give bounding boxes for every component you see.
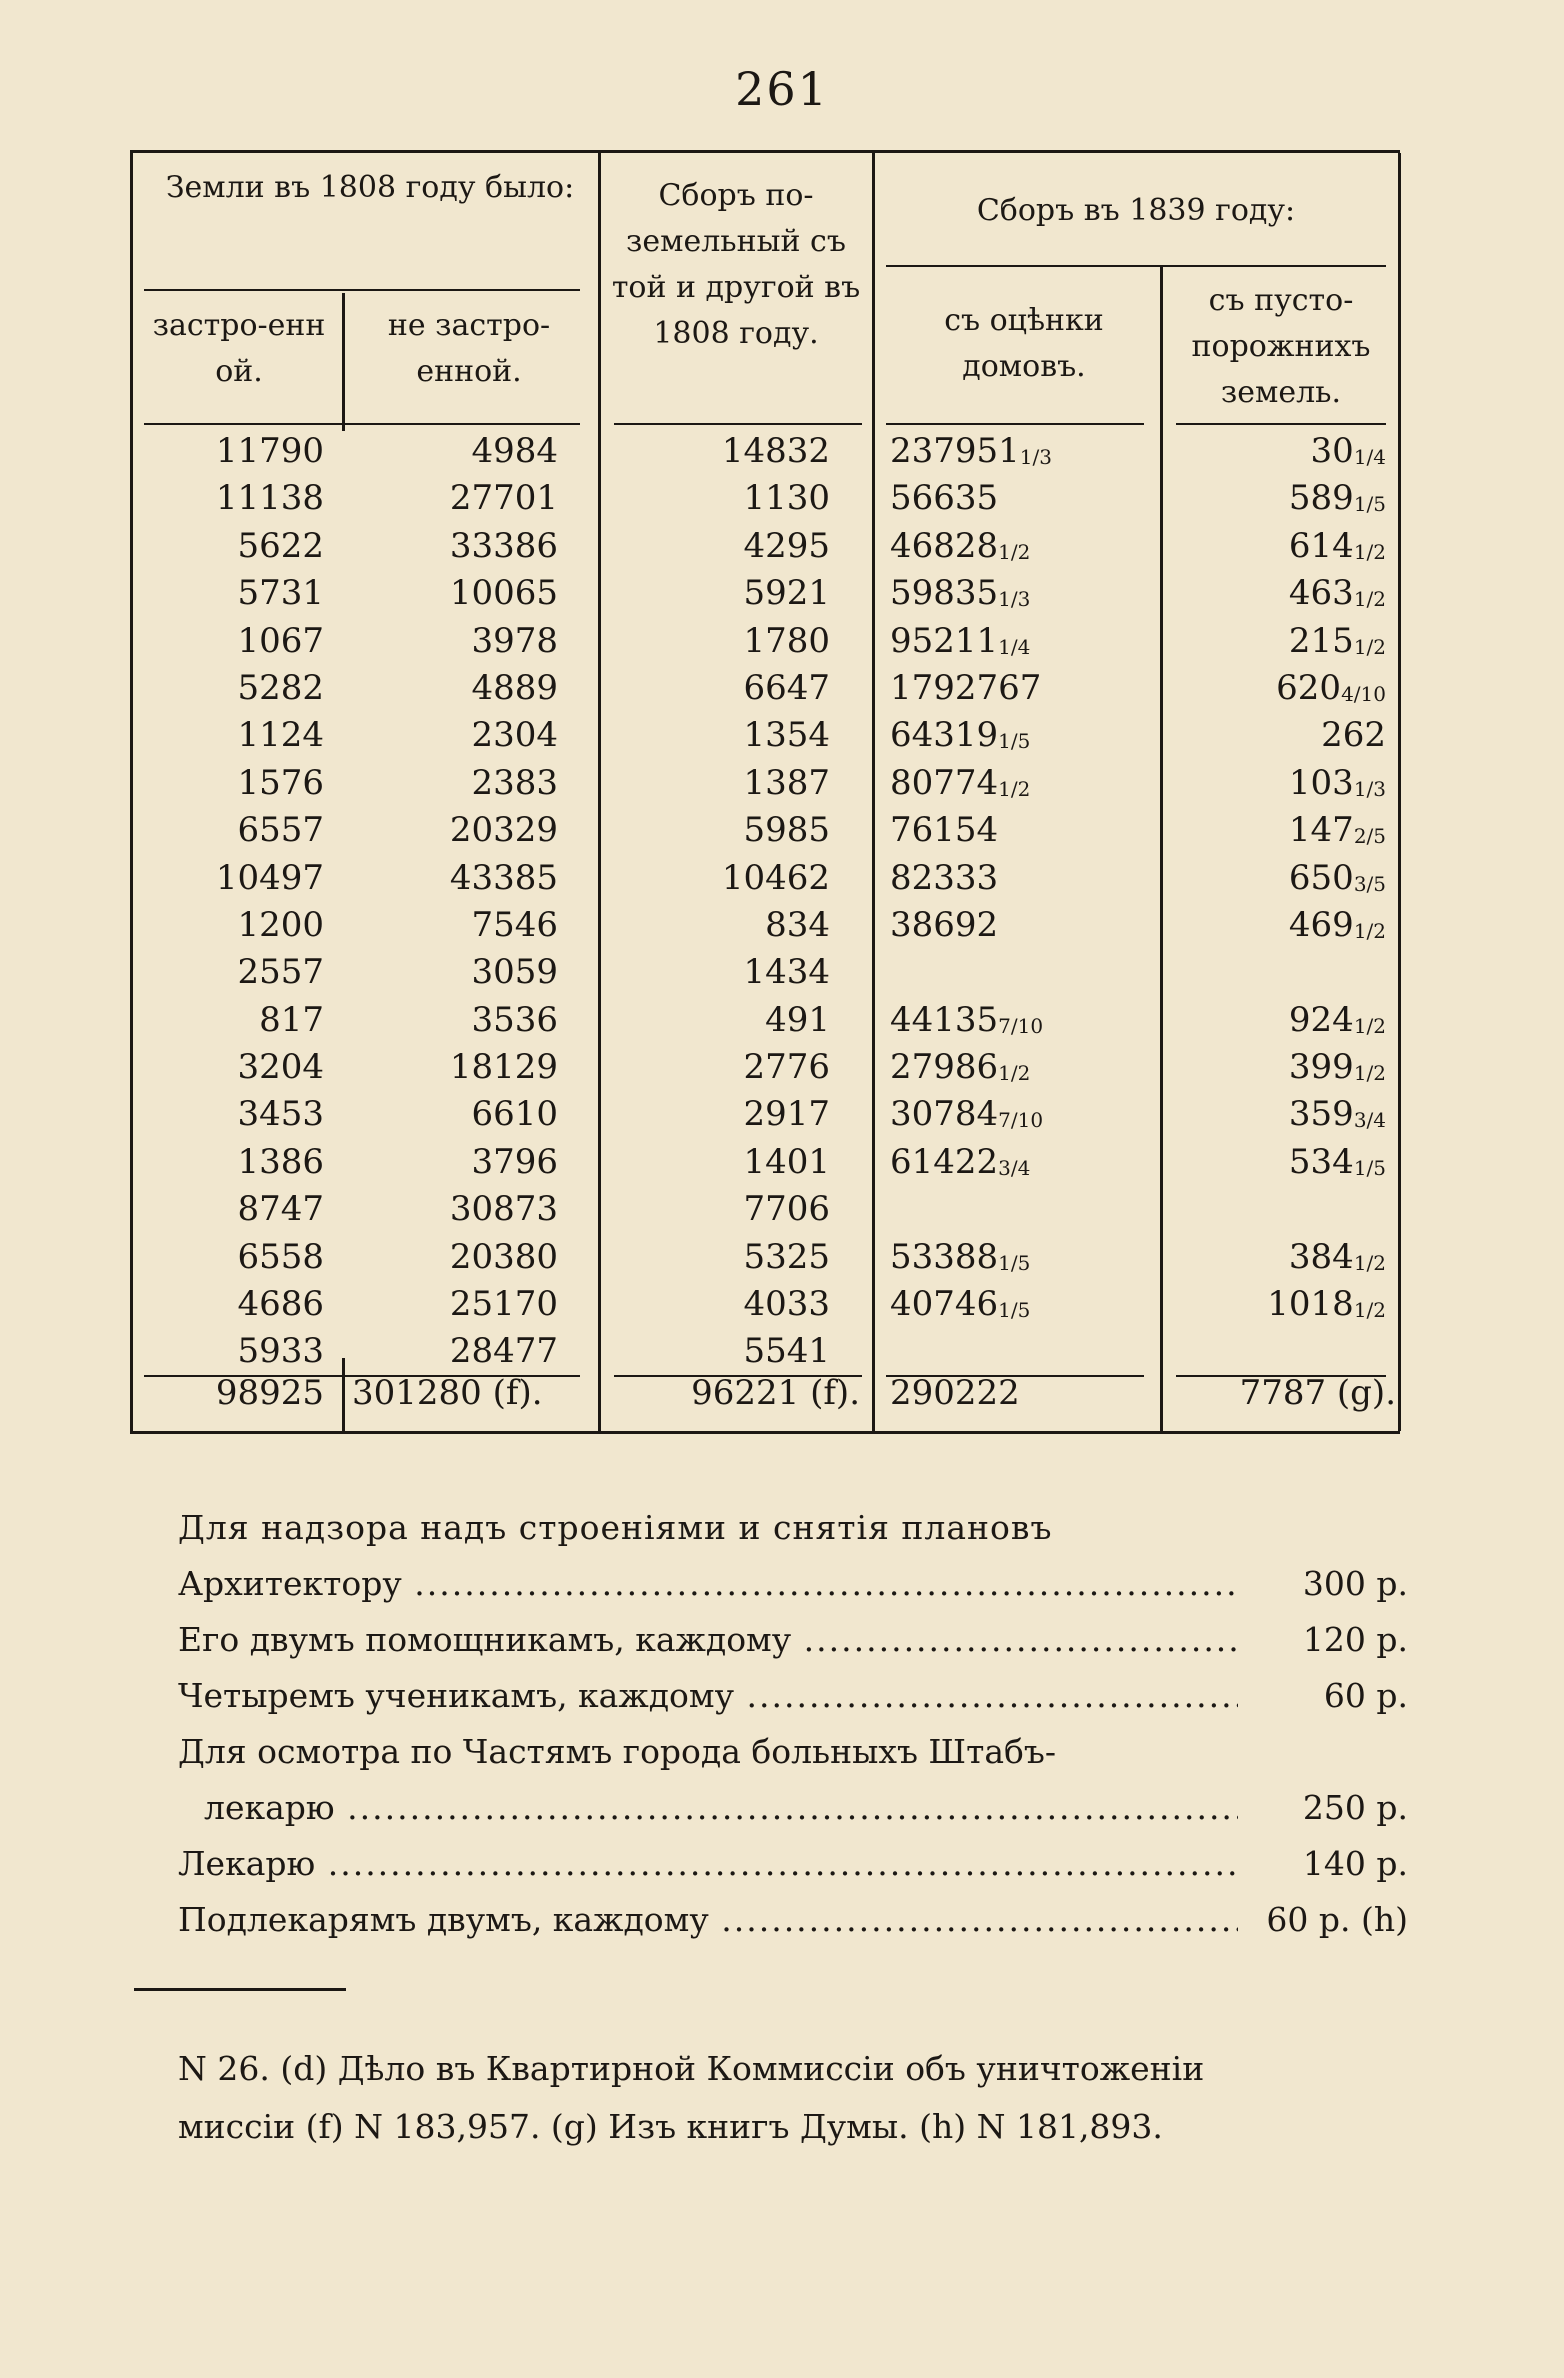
salary-label: Четыремъ ученикамъ, каждому ..... [178,1668,1238,1724]
salary-list [178,1500,1408,1948]
salary-amount: 300 р. [1302,1564,1408,1603]
total-collection-1808: 96221 (f). [691,1373,860,1413]
salary-item [178,1556,1408,1612]
cell-built: 6558 [237,1236,324,1277]
cell-collection-1808: 10462 [721,857,830,898]
cell-from-vacant: 1472/5 [1288,810,1386,851]
cell-unbuilt: 3536 [471,999,558,1040]
cell-built: 11790 [215,431,324,471]
salary-amount: 140 р. [1302,1844,1408,1883]
cell-from-houses: 307847/10 [890,1094,1044,1135]
cell-built: 2557 [237,952,324,993]
cell-collection-1808: 4295 [743,525,830,566]
cell-from-houses: 82333 [890,857,999,898]
cell-built: 3204 [237,1047,324,1088]
cell-unbuilt: 33386 [449,525,558,566]
cell-built: 8747 [237,1189,324,1230]
cell-from-houses: 598351/3 [890,573,1031,614]
cell-from-houses: 2379511/3 [890,431,1052,471]
header-built: застро-енной. [152,308,326,389]
cell-collection-1808: 1434 [743,952,830,993]
cell-unbuilt: 20380 [449,1236,558,1277]
cell-built: 11138 [215,478,324,519]
cell-built: 1200 [237,904,324,945]
salary-amount: 250 р. [1302,1788,1408,1827]
cell-from-vacant: 9241/2 [1288,999,1386,1040]
column-from-houses [890,428,1130,1376]
salary-item [178,1836,1408,1892]
cell-from-vacant: 5341/5 [1288,1141,1386,1182]
column-from-vacant [1176,428,1386,1376]
salary-label: лекарю ..... [204,1780,1238,1836]
cell-built: 817 [259,999,324,1040]
cell-unbuilt: 2304 [471,715,558,756]
cell-from-houses: 1792767 [890,667,1042,708]
cell-from-houses: 38692 [890,904,999,945]
cell-unbuilt: 2383 [471,762,558,803]
cell-built: 5622 [237,525,324,566]
header-unbuilt: не застро-енной. [387,308,551,389]
cell-from-vacant: 1031/3 [1288,762,1386,803]
cell-from-vacant [1176,1186,1386,1233]
cell-from-houses: 614223/4 [890,1141,1031,1182]
footnote-divider [134,1988,346,1991]
cell-from-houses: 807741/2 [890,762,1031,803]
total-from-vacant: 7787 (g). [1239,1373,1396,1413]
cell-built: 10497 [215,857,324,898]
header-from-vacant: съ пусто-порожнихъ земель. [1191,283,1371,410]
cell-unbuilt: 6610 [471,1094,558,1135]
salary-item [178,1668,1408,1724]
cell-from-vacant: 301/4 [1310,431,1386,471]
cell-collection-1808: 7706 [743,1189,830,1230]
cell-from-houses: 533881/5 [890,1236,1031,1277]
cell-built: 1576 [237,762,324,803]
salary-item [178,1612,1408,1668]
cell-collection-1808: 491 [765,999,830,1040]
cell-built: 5282 [237,667,324,708]
cell-unbuilt: 4984 [471,431,558,471]
cell-collection-1808: 1401 [743,1141,830,1182]
cell-collection-1808: 2776 [743,1047,830,1088]
cell-from-houses: 279861/2 [890,1047,1031,1088]
cell-from-houses [890,1186,1130,1233]
cell-collection-1808: 1387 [743,762,830,803]
cell-unbuilt: 4889 [471,667,558,708]
footnotes [178,2040,1408,2156]
cell-from-vacant [1176,949,1386,996]
cell-built: 1124 [237,715,324,756]
cell-built: 4686 [237,1284,324,1325]
cell-from-vacant: 4691/2 [1288,904,1386,945]
cell-collection-1808: 1130 [743,478,830,519]
salary-label: Подлекарямъ двумъ, каждому ..... [178,1892,1238,1948]
cell-collection-1808: 5921 [743,573,830,614]
cell-unbuilt: 3059 [471,952,558,993]
cell-from-houses [890,949,1130,996]
cell-unbuilt: 27701 [449,478,558,519]
cell-from-houses: 643191/5 [890,715,1031,756]
salary-amount: 60 р. [1323,1676,1408,1715]
header-collection-1808: Сборъ по-земельный съ той и другой въ 1808 году. [611,178,861,351]
cell-from-houses: 407461/5 [890,1284,1031,1325]
cell-from-houses: 56635 [890,478,999,519]
cell-collection-1808: 1354 [743,715,830,756]
header-from-houses: съ оцѣнки домовъ. [944,303,1104,384]
footnote-line: N 26. (d) Дѣло въ Квартирной Коммиссіи объ уничтоженіи [178,2049,1205,2088]
cell-unbuilt: 3796 [471,1141,558,1182]
column-unbuilt [352,428,558,1376]
cell-unbuilt: 3978 [471,620,558,661]
header-collection-1839: Сборъ въ 1839 году: [976,193,1296,228]
header-land-1808: Земли въ 1808 году было: [165,170,575,205]
cell-from-vacant: 3593/4 [1288,1094,1386,1135]
cell-unbuilt: 10065 [449,573,558,614]
cell-unbuilt: 25170 [449,1284,558,1325]
salary-label: Лекарю ..... [178,1836,1238,1892]
cell-unbuilt: 28477 [449,1331,558,1372]
salary-item [178,1780,1408,1836]
cell-from-vacant: 5891/5 [1288,478,1386,519]
page-number: 261 [735,62,829,116]
footnote-line: миссіи (f) N 183,957. (g) Изъ книгъ Думы. (h) N 181,893. [178,2107,1163,2146]
cell-unbuilt: 20329 [449,810,558,851]
total-unbuilt: 301280 (f). [352,1373,543,1413]
column-built [144,428,324,1376]
cell-from-vacant: 3991/2 [1288,1047,1386,1088]
cell-from-houses: 441357/10 [890,999,1044,1040]
cell-collection-1808: 2917 [743,1094,830,1135]
cell-from-vacant: 262 [1321,715,1386,756]
cell-unbuilt: 30873 [449,1189,558,1230]
salary-item [178,1892,1408,1948]
cell-collection-1808: 5541 [743,1331,830,1372]
cell-built: 1067 [237,620,324,661]
cell-collection-1808: 14832 [721,431,830,471]
cell-unbuilt: 7546 [471,904,558,945]
cell-unbuilt: 43385 [449,857,558,898]
cell-from-houses: 952111/4 [890,620,1031,661]
salary-amount: 60 р. (h) [1266,1900,1408,1939]
cell-built: 1386 [237,1141,324,1182]
land-tax-table [130,150,1400,1434]
cell-from-houses: 468281/2 [890,525,1031,566]
cell-collection-1808: 834 [765,904,830,945]
cell-from-vacant: 6503/5 [1288,857,1386,898]
cell-built: 5731 [237,573,324,614]
cell-built: 5933 [237,1331,324,1372]
column-collection-1808 [610,428,830,1376]
cell-from-vacant: 6141/2 [1288,525,1386,566]
cell-from-vacant: 3841/2 [1288,1236,1386,1277]
cell-built: 6557 [237,810,324,851]
cell-from-vacant: 10181/2 [1267,1284,1386,1325]
cell-from-vacant: 2151/2 [1288,620,1386,661]
salary-amount: 120 р. [1302,1620,1408,1659]
cell-unbuilt: 18129 [449,1047,558,1088]
cell-from-vacant: 6204/10 [1276,667,1386,708]
salary-label-line: Для осмотра по Частямъ города больныхъ Штабъ- [178,1732,1057,1771]
cell-collection-1808: 6647 [743,667,830,708]
salary-intro: Для надзора надъ строеніями и снятія плановъ [178,1508,1053,1547]
cell-from-houses: 76154 [890,810,999,851]
total-built: 98925 [215,1373,324,1413]
cell-collection-1808: 5325 [743,1236,830,1277]
total-from-houses: 290222 [890,1373,1020,1413]
cell-built: 3453 [237,1094,324,1135]
cell-from-vacant: 4631/2 [1288,573,1386,614]
cell-collection-1808: 1780 [743,620,830,661]
cell-collection-1808: 5985 [743,810,830,851]
salary-label: Архитектору ..... [178,1556,1238,1612]
salary-label: Его двумъ помощникамъ, каждому ..... [178,1612,1238,1668]
cell-collection-1808: 4033 [743,1284,830,1325]
